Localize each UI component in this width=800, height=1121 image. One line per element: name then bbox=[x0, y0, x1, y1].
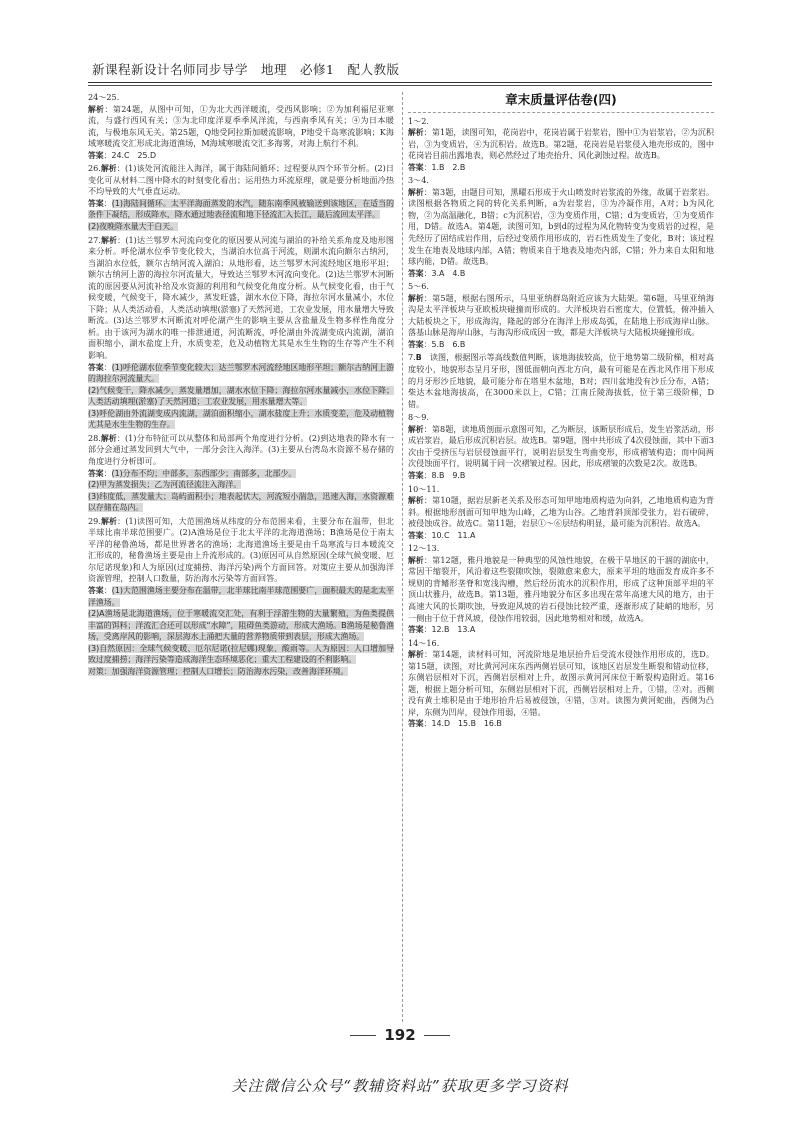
explanation-text: (1)该处河流能注入海洋，属于海陆间循环；过程要从四个环节分析。(2)日变化可从材料二图中降水的时刻变化看出；运用热力环流原理，就是要分析地面冷热不均导致的大气垂直运动。 bbox=[88, 163, 394, 197]
question-block bbox=[88, 92, 394, 161]
answer: 答案：(1)大范围渔场主要分布在温带，北半球比南半球范围要广，面积最大的是北太平洋渔场。 (2)A渔场是北海道渔场，位于寒暖流交汇处，有利于浮游生物的大量繁殖，为鱼类提供丰富的饵料；洋流汇合还可以形成“水障”，阻碍鱼类游动，形成大渔场。B渔场是秘鲁渔场，受离岸风的影响，深层海水上涌把大量的营养物质带到表层，形成大渔场。 (3)自然原因：全球气候变暖、厄尔尼诺(拉尼娜)现象、酸雨等。人为原因：人口增加导致过度捕捞；海洋污染等造成海洋生态环境恶化；重大工程建设的不利影响。 对策：加强海洋资源管理；控制人口增长；防治海水污染，改善海洋环境。 bbox=[88, 585, 394, 676]
question-number: 27. bbox=[88, 234, 101, 245]
explanation-label: 解析 bbox=[100, 516, 118, 526]
question-number: 1～2. bbox=[408, 115, 429, 126]
question-block bbox=[408, 638, 714, 730]
explanation: 解析：第3题，由题目可知，黑曜石形成于火山喷发时岩浆流的外缘，故属于岩浆岩。读图根据各物质之间的转化关系判断，a为岩浆岩，③为冷凝作用，A对；b为风化物，②为高温融化，B错；c为沉积岩，③为变质作用，C错；d为变质岩，①为变质作用，D错。故选A。第4题，读图可知，b到d的过程为风化物转变为变质岩的过程，是先经历了固结成岩作用，后经过变质作用形成的，岩石性质发生了变化，B对；该过程发生在地表及地球内部，A错；物质来自于地表及地壳内部，C错；外力来自太阳和地球内能，D错。故选B。 bbox=[408, 186, 714, 267]
answer-text: (3)呼伦湖由外流湖变成内流湖，湖泊面积缩小，湖水盐度上升；水质变差，危及动植物尤其是水生生物的生存。 bbox=[88, 408, 394, 430]
explanation-label: 解析 bbox=[88, 104, 105, 114]
question-number: 24～25. bbox=[88, 92, 120, 102]
explanation-text: 读图，根据图示等高线数值判断，该地海拔较高，位于地势第二级阶梯，相对高度较小，地貌形态呈月牙形，图低面朝向西北方向，最有可能是在西北风作用下形成的月牙形沙丘地貌，最可能分布在塔里木盆地，B对；四川盆地没有沙丘分布，A错；柴达木盆地海拔高，在3000米以上，C错；江南丘陵海拔低，位于第三级阶梯，D错。 bbox=[408, 352, 714, 409]
question-number: 12～13. bbox=[408, 543, 440, 554]
question-number: 3～4. bbox=[408, 175, 429, 186]
answer-label: 答案 bbox=[88, 362, 104, 372]
question-number: 10～11. bbox=[408, 483, 440, 494]
explanation: 解析：第1题，读图可知，花岗岩中，花岗岩属于岩浆岩，图中①为岩浆岩，②为沉积岩，③为变质岩，④为沉积岩。故选B。第2题，花岗岩是岩浆侵入地壳形成的，图中花岗岩目前出露地表，则必然经过了地壳抬升、风化剥蚀过程。故选B。 bbox=[408, 127, 714, 161]
right-column bbox=[408, 92, 714, 732]
answer: 答案：24.C 25.D bbox=[88, 150, 157, 160]
explanation: 解析：第8题，读地质剖面示意图可知，乙为断层，该断层形成后，发生岩浆活动，形成岩浆岩，最后形成沉积岩层。故选B。第9题，图中共形成了4次侵蚀面，其中下面3次由于受挤压与岩层侵蚀面平行，说明岩层发生弯曲变形，形成褶皱构造；而中间两次侵蚀面平行，说明属于同一次褶皱过程。因此，形成褶皱的次数是2次。故选B。 bbox=[408, 423, 714, 469]
explanation-label: 解析 bbox=[408, 650, 424, 660]
answer-text: (1)呼伦湖水位季节变化较大；达兰鄂罗木河流经地区地形平坦；额尔古纳河上游的海拉尔河流量大。 bbox=[88, 362, 394, 384]
page-number-dash-left bbox=[350, 1035, 376, 1036]
explanation-text: 第10题，据岩层新老关系及形态可知甲地地质构造为向斜，乙地地质构造为背斜。根据地形剖面可知甲地为山峰，乙地为山谷。乙地背斜顶部受张力，岩石破碎，被侵蚀成谷。故选C。第11题，岩层①～⑥层结构明显，最可能为沉积岩。故选A。 bbox=[408, 495, 714, 529]
answer-text: (2)气候变干，降水减少，蒸发量增加，湖水水位下降；海拉尔河水量减小，水位下降；人类活动填埋(淤塞)了天然河道；工农业发展，用水量增大等。 bbox=[88, 385, 394, 407]
answer-text: 8.B 9.B bbox=[431, 470, 466, 480]
explanation bbox=[408, 352, 714, 410]
answer-text: 1.B 2.B bbox=[431, 162, 466, 172]
question-number: 5～6. bbox=[408, 281, 429, 292]
header-rule-thin bbox=[88, 85, 712, 86]
question-block bbox=[408, 543, 714, 635]
page-number-dash-right bbox=[424, 1035, 450, 1036]
explanation-text: 第5题，根据右图所示，马里亚纳群岛附近应该为大陆架。第6题，马里亚纳海沟是太平洋板块与亚欧板块碰撞而形成的。大洋板块岩石密度大，位置低，俯冲插入大陆板块之下，形成海沟，隆起的部分在海洋上形成岛弧，在陆地上形成海岸山脉。落基山脉是海岸山脉，与海沟形成成因一致，都是大洋板块与大陆板块碰撞形成。 bbox=[408, 292, 714, 338]
question-number: 28. bbox=[88, 432, 101, 443]
page-number: 192 bbox=[384, 1026, 416, 1044]
answer-label: 答案 bbox=[408, 719, 424, 729]
answer-text: (1)海陆间循环。太平洋海面蒸发的水汽，随东南季风被输送到该地区，在适当的条件下凝结，形成降水，降水通过地表径流和地下径流汇入长江，最后流回太平洋。 bbox=[88, 198, 394, 220]
answer-label: 答案 bbox=[408, 162, 424, 172]
answer: 答案：12.B 13.A bbox=[408, 625, 476, 635]
question-block bbox=[88, 516, 394, 678]
answer-text: 对策：加强海洋资源管理；控制人口增长；防治海水污染，改善海洋环境。 bbox=[88, 666, 349, 676]
answer-label: 答案 bbox=[408, 339, 424, 349]
answer-text: 24.C 25.D bbox=[111, 150, 157, 160]
explanation-text: 第14题，读材料可知，河流阶地是地层抬升后受流水侵蚀作用形成的，选D。第15题，读图，对比黄河河床东西两侧岩层可知，该地区岩层发生断裂和错动位移，东侧岩层相对下沉，西侧岩层相对上升，故图示黄河河床位于断裂构造附近。第16题，根据上题分析可知，东侧岩层相对下沉，西侧岩层相对上升，①错，②对。西侧没有黄土堆积是由于地形抬升后易被侵蚀，④错，③对。读图为黄河蛇曲，西侧为凸岸，东侧为凹岸，侵蚀作用弱，④错。 bbox=[408, 649, 714, 717]
header-rule bbox=[88, 82, 712, 83]
answer-label: 答案 bbox=[88, 150, 104, 160]
explanation-label: 解析 bbox=[408, 128, 424, 138]
question-number: 29. bbox=[88, 515, 101, 526]
answer-text: 5.B 6.B bbox=[431, 339, 466, 349]
explanation-label: 解析 bbox=[408, 293, 424, 303]
explanation-text: 第3题，由题目可知，黑曜石形成于火山喷发时岩浆流的外缘，故属于岩浆岩。读图根据各物质之间的转化关系判断，a为岩浆岩，③为冷凝作用，A对；b为风化物，②为高温融化，B错；c为沉积岩，③为变质作用，C错；d为变质岩，①为变质作用，D错。故选A。第4题，读图可知，b到d的过程为风化物转变为变质岩的过程，是先经历了固结成岩作用，后经过变质作用形成的，岩石性质发生了变化，B对；该过程发生在地表及地球内部，A错；物质来自于地表及地壳内部，C错；外力来自太阳和地球内能，D错。故选B。 bbox=[408, 186, 714, 267]
left-column bbox=[88, 92, 394, 679]
explanation-text: (1)达兰鄂罗木河流向变化的原因要从河流与湖泊的补给关系角度及地形图来分析。呼伦湖水位季节变化较大，当湖泊水位高于河流，则湖水流向额尔古纳河，当湖泊水位低，额尔古纳河流入湖泊；从地形看，达兰鄂罗木河流经地区地形平坦；额尔古纳河上游的海拉尔河流量大，导致达兰鄂罗木河流向变化。(2)达兰鄂罗木河断流的原因要从河流补给及水资源的利用和气候变化角度分析。从气候变化看，由于气候变暖，气候变干，降水减少，蒸发旺盛，湖水水位下降，海拉尔河水量减小，水位下降；从人类活动看，人类活动填埋(淤塞)了天然河道，工农业发展，用水量增大导致断流。(3)达兰鄂罗木河断流对呼伦湖产生的影响主要从含盐量及生物多样性角度分析。由于该河为湖水的唯一排泄通道，河流断流，呼伦湖由外流湖变成内流湖，湖泊面积缩小，湖水盐度上升，水质变差，危及动植物尤其是水生生物的生存等产生不利影响。 bbox=[88, 234, 394, 361]
answer: 答案：(1)分布不均；中部多，东西部少；南部多，北部少。 (2)甲为蒸发损失；乙为河流径流注入海洋。 (3)纬度低，蒸发量大；岛屿面积小；地表起伏大，河流短小湍急，迅速入海，水资源难以存储在岛内。 bbox=[88, 468, 394, 513]
explanation-label: 解析 bbox=[408, 424, 424, 434]
question-block bbox=[408, 352, 714, 410]
explanation-label: 解析 bbox=[100, 235, 118, 245]
question-block bbox=[408, 281, 714, 350]
explanation: 29.解析：(1)读图可知，大范围渔场从纬度的分布范围来看，主要分布在温带，但北半球比南半球范围要广。(2)A渔场是位于北太平洋的北海道渔场；B渔场是位于南太平洋的秘鲁渔场，都是世界著名的渔场；北海道渔场主要是由千岛寒流与日本暖流交汇形成的，秘鲁渔场主要是由上升流形成的。(3)原因可从自然原因(全球气候变暖、厄尔尼诺现象)和人为原因(过度捕捞、海洋污染)两个方面回答。对策应主要从加强海洋资源管理，控制人口数量，防治海水污染等方面回答。 bbox=[88, 515, 395, 584]
explanation-text: 第24题，从图中可知，①为北大西洋暖流，受西风影响；②为加利福尼亚寒流，与盛行西风有关；③为北印度洋夏季季风洋流，与西南季风有关；④为日本暖流，与极地东风无关。第25题，Q地受阿拉斯加暖流影响，P地受千岛寒流影响；K海域寒暖流交汇形成北海道渔场，M海域寒暖流交汇多海雾，对海上航行不利。 bbox=[88, 103, 394, 149]
answer-text: (2)A渔场是北海道渔场，位于寒暖流交汇处，有利于浮游生物的大量繁殖，为鱼类提供丰富的饵料；洋流汇合还可以形成“水障”，阻碍鱼类游动，形成大渔场。B渔场是秘鲁渔场，受离岸风的影响，深层海水上涌把大量的营养物质带到表层，形成大渔场。 bbox=[88, 609, 394, 642]
question-block bbox=[88, 235, 394, 431]
explanation-label: 解析 bbox=[408, 187, 424, 197]
answer: 答案：(1)呼伦湖水位季节变化较大；达兰鄂罗木河流经地区地形平坦；额尔古纳河上游的海拉尔河流量大。 (2)气候变干，降水减少，蒸发量增加，湖水水位下降；海拉尔河水量减小，水位下降；人类活动填埋(淤塞)了天然河道；工农业发展，用水量增大等。 (3)呼伦湖由外流湖变成内流湖，湖泊面积缩小，湖水盐度上升；水质变差，危及动植物尤其是水生生物的生存。 bbox=[88, 362, 394, 430]
explanation: 28.解析：(1)分布特征可以从整体和局部两个角度进行分析。(2)到达地表的降水有一部分会通过蒸发回到大气中，一部分会注入海洋。(3)主要从台湾岛水资源不易存储的角度进行分析即可。 bbox=[88, 432, 394, 466]
answer-label: 答案 bbox=[408, 530, 424, 540]
answer-text: (1)分布不均；中部多，东西部少；南部多，北部少。 bbox=[111, 468, 297, 478]
answer-text: 10.C 11.A bbox=[431, 530, 476, 540]
answer-label: 答案 bbox=[88, 198, 104, 208]
explanation-text: 第1题，读图可知，花岗岩中，花岗岩属于岩浆岩，图中①为岩浆岩，②为沉积岩，③为变质岩，④为沉积岩。故选B。第2题，花岗岩是岩浆侵入地壳形成的，图中花岗岩目前出露地表，则必然经过了地壳抬升、风化剥蚀过程。故选B。 bbox=[408, 127, 714, 161]
explanation-label: 解析 bbox=[100, 433, 117, 443]
answer: 答案：10.C 11.A bbox=[408, 530, 476, 540]
explanation: 解析：第12题，雅丹地貌是一种典型的风蚀性地貌，在极干旱地区的干涸的湖底中，常因干缩裂开，风沿着这些裂隙吹蚀，裂隙愈来愈大，原来平坦的地面发育成许多不规则的背鳍形垄脊和宽浅沟槽，然后经历流水的沉积作用，形成了这种顶部平坦的平顶山状雅丹，故选B。第13题，雅丹地貌分布区多出现在常年高速大风的地方，由于高速大风的长期吹蚀，导致迎风坡的岩石侵蚀比较严重，逐渐形成了陡峭的地形，另一侧由于位于背风坡，侵蚀作用较弱，因此地势相对和缓，故选A。 bbox=[408, 554, 714, 623]
explanation: 解析：第24题，从图中可知，①为北大西洋暖流，受西风影响；②为加利福尼亚寒流，与盛行西风有关；③为北印度洋夏季季风洋流，与西南季风有关；④为日本暖流，与极地东风无关。第25题，Q地受阿拉斯加暖流影响，P地受千岛寒流影响；K海域寒暖流交汇形成北海道渔场，M海域寒暖流交汇多海雾，对海上航行不利。 bbox=[88, 103, 394, 149]
answer: 答案：8.B 9.B bbox=[408, 470, 466, 480]
explanation-text: (1)分布特征可以从整体和局部两个角度进行分析。(2)到达地表的降水有一部分会通过蒸发回到大气中，一部分会注入海洋。(3)主要从台湾岛水资源不易存储的角度进行分析即可。 bbox=[88, 432, 394, 466]
question-block bbox=[88, 433, 394, 514]
answer: 答案：3.A 4.B bbox=[408, 268, 466, 278]
explanation-label: 解析 bbox=[408, 496, 424, 506]
page-number-row bbox=[0, 1026, 800, 1044]
answer: 答案：1.B 2.B bbox=[408, 162, 466, 172]
explanation-label: 解析 bbox=[100, 164, 117, 174]
explanation: 解析：第5题，根据右图所示，马里亚纳群岛附近应该为大陆架。第6题，马里亚纳海沟是太平洋板块与亚欧板块碰撞而形成的。大洋板块岩石密度大，位置低，俯冲插入大陆板块之下，形成海沟，隆起的部分在海洋上形成岛弧，在陆地上形成海岸山脉。落基山脉是海岸山脉，与海沟形成成因一致，都是大洋板块与大陆板块碰撞形成。 bbox=[408, 292, 714, 338]
explanation: 27.解析：(1)达兰鄂罗木河流向变化的原因要从河流与湖泊的补给关系角度及地形图来分析。呼伦湖水位季节变化较大，当湖泊水位高于河流，则湖水流向额尔古纳河，当湖泊水位低，额尔古纳河流入湖泊；从地形看，达兰鄂罗木河流经地区地形平坦；额尔古纳河上游的海拉尔河流量大，导致达兰鄂罗木河流向变化。(2)达兰鄂罗木河断流的原因要从河流补给及水资源的利用和气候变化角度分析。从气候变化看，由于气候变暖，气候变干，降水减少，蒸发旺盛，湖水水位下降，海拉尔河水量减小，水位下降；从人类活动看，人类活动填埋(淤塞)了天然河道，工农业发展，用水量增大导致断流。(3)达兰鄂罗木河断流对呼伦湖产生的影响主要从含盐量及生物多样性角度分析。由于该河为湖水的唯一排泄通道，河流断流，呼伦湖由外流湖变成内流湖，湖泊面积缩小，湖水盐度上升，水质变差，危及动植物尤其是水生生物的生存等产生不利影响。 bbox=[88, 234, 394, 361]
answer-text: (1)大范围渔场主要分布在温带，北半球比南半球范围要广，面积最大的是北太平洋渔场。 bbox=[88, 585, 394, 607]
answer-label: 答案 bbox=[408, 268, 424, 278]
answer: 答案：(1)海陆间循环。太平洋海面蒸发的水汽，随东南季风被输送到该地区，在适当的条件下凝结，形成降水，降水通过地表径流和地下径流汇入长江，最后流回太平洋。 (2)夜晚降水量大于白天。 bbox=[88, 198, 394, 232]
question-block bbox=[408, 175, 714, 279]
answer-text: 14.D 15.B 16.B bbox=[431, 719, 502, 729]
explanation-label: 解析 bbox=[408, 555, 424, 565]
question-block bbox=[408, 484, 714, 542]
answer-text: (3)自然原因：全球气候变暖、厄尔尼诺(拉尼娜)现象、酸雨等。人为原因：人口增加导致过度捕捞；海洋污染等造成海洋生态环境恶化；重大工程建设的不利影响。 bbox=[88, 643, 394, 665]
explanation: 解析：第14题，读材料可知，河流阶地是地层抬升后受流水侵蚀作用形成的，选D。第15题，读图，对比黄河河床东西两侧岩层可知，该地区岩层发生断裂和错动位移，东侧岩层相对下沉，西侧岩层相对上升，故图示黄河河床位于断裂构造附近。第16题，根据上题分析可知，东侧岩层相对下沉，西侧岩层相对上升，①错，②对。西侧没有黄土堆积是由于地形抬升后易被侵蚀，④错，③对。读图为黄河蛇曲，西侧为凸岸，东侧为凹岸，侵蚀作用弱，④错。 bbox=[408, 649, 714, 717]
answer-text: (2)甲为蒸发损失；乙为河流径流注入海洋。 bbox=[88, 480, 242, 490]
question-block bbox=[408, 412, 714, 481]
explanation-label: B bbox=[415, 353, 422, 363]
section-title: 章末质量评估卷(四) bbox=[505, 92, 617, 107]
explanation-text: 第8题，读地质剖面示意图可知，乙为断层，该断层形成后，发生岩浆活动，形成岩浆岩，最后形成沉积岩层。故选B。第9题，图中共形成了4次侵蚀面，其中下面3次由于受挤压与岩层侵蚀面平行，说明岩层发生弯曲变形，形成褶皱构造；而中间两次侵蚀面平行，说明属于同一次褶皱过程。因此，形成褶皱的次数是2次。故选B。 bbox=[408, 423, 714, 469]
answer-text: (3)纬度低，蒸发量大；岛屿面积小；地表起伏大，河流短小湍急，迅速入海，水资源难以存储在岛内。 bbox=[88, 491, 394, 513]
footer-note: 关注微信公众号“教辅资料站”获取更多学习资料 bbox=[231, 1077, 569, 1095]
explanation-text: (1)读图可知，大范围渔场从纬度的分布范围来看，主要分布在温带，但北半球比南半球范围要广。(2)A渔场是位于北太平洋的北海道渔场；B渔场是位于南太平洋的秘鲁渔场，都是世界著名的渔场；北海道渔场主要是由千岛寒流与日本暖流交汇形成的，秘鲁渔场主要是由上升流形成的。(3)原因可从自然原因(全球气候变暖、厄尔尼诺现象)和人为原因(过度捕捞、海洋污染)两个方面回答。对策应主要从加强海洋资源管理，控制人口数量，防治海水污染等方面回答。 bbox=[88, 515, 395, 584]
answer-text: 3.A 4.B bbox=[431, 268, 466, 278]
answer: 答案：5.B 6.B bbox=[408, 339, 466, 349]
question-number: 26. bbox=[88, 163, 101, 174]
answer-text: (2)夜晚降水量大于白天。 bbox=[88, 222, 179, 232]
question-block bbox=[88, 163, 394, 232]
answer-label: 答案 bbox=[408, 470, 424, 480]
question-number: 8～9. bbox=[408, 412, 429, 423]
page-header: 新课程新设计名师同步导学 地理 必修1 配人教版 bbox=[92, 62, 400, 77]
question-number: 14～16. bbox=[408, 637, 440, 648]
answer: 答案：14.D 15.B 16.B bbox=[408, 719, 502, 729]
question-block bbox=[408, 116, 714, 174]
explanation-text: 第12题，雅丹地貌是一种典型的风蚀性地貌，在极干旱地区的干涸的湖底中，常因干缩裂开，风沿着这些裂隙吹蚀，裂隙愈来愈大，原来平坦的地面发育成许多不规则的背鳍形垄脊和宽浅沟槽，然后经历流水的沉积作用，形成了这种顶部平坦的平顶山状雅丹，故选B。第13题，雅丹地貌分布区多出现在常年高速大风的地方，由于高速大风的长期吹蚀，导致迎风坡的岩石侵蚀比较严重，逐渐形成了陡峭的地形，另一侧由于位于背风坡，侵蚀作用较弱，因此地势相对和缓，故选A。 bbox=[408, 554, 714, 623]
answer-label: 答案 bbox=[88, 585, 104, 595]
column-divider bbox=[402, 92, 403, 1022]
answer-label: 答案 bbox=[88, 468, 104, 478]
explanation: 解析：第10题，据岩层新老关系及形态可知甲地地质构造为向斜，乙地地质构造为背斜。根据地形剖面可知甲地为山峰，乙地为山谷。乙地背斜顶部受张力，岩石破碎，被侵蚀成谷。故选C。第11题，岩层①～⑥层结构明显，最可能为沉积岩。故选A。 bbox=[408, 495, 714, 529]
right-question-list bbox=[408, 116, 714, 730]
section-rule bbox=[408, 112, 714, 113]
question-number: 7. bbox=[408, 352, 416, 363]
answer-text: 12.B 13.A bbox=[431, 625, 476, 635]
answer-label: 答案 bbox=[408, 625, 424, 635]
explanation: 26.解析：(1)该处河流能注入海洋，属于海陆间循环；过程要从四个环节分析。(2)日变化可从材料二图中降水的时刻变化看出；运用热力环流原理，就是要分析地面冷热不均导致的大气垂直运动。 bbox=[88, 163, 394, 197]
